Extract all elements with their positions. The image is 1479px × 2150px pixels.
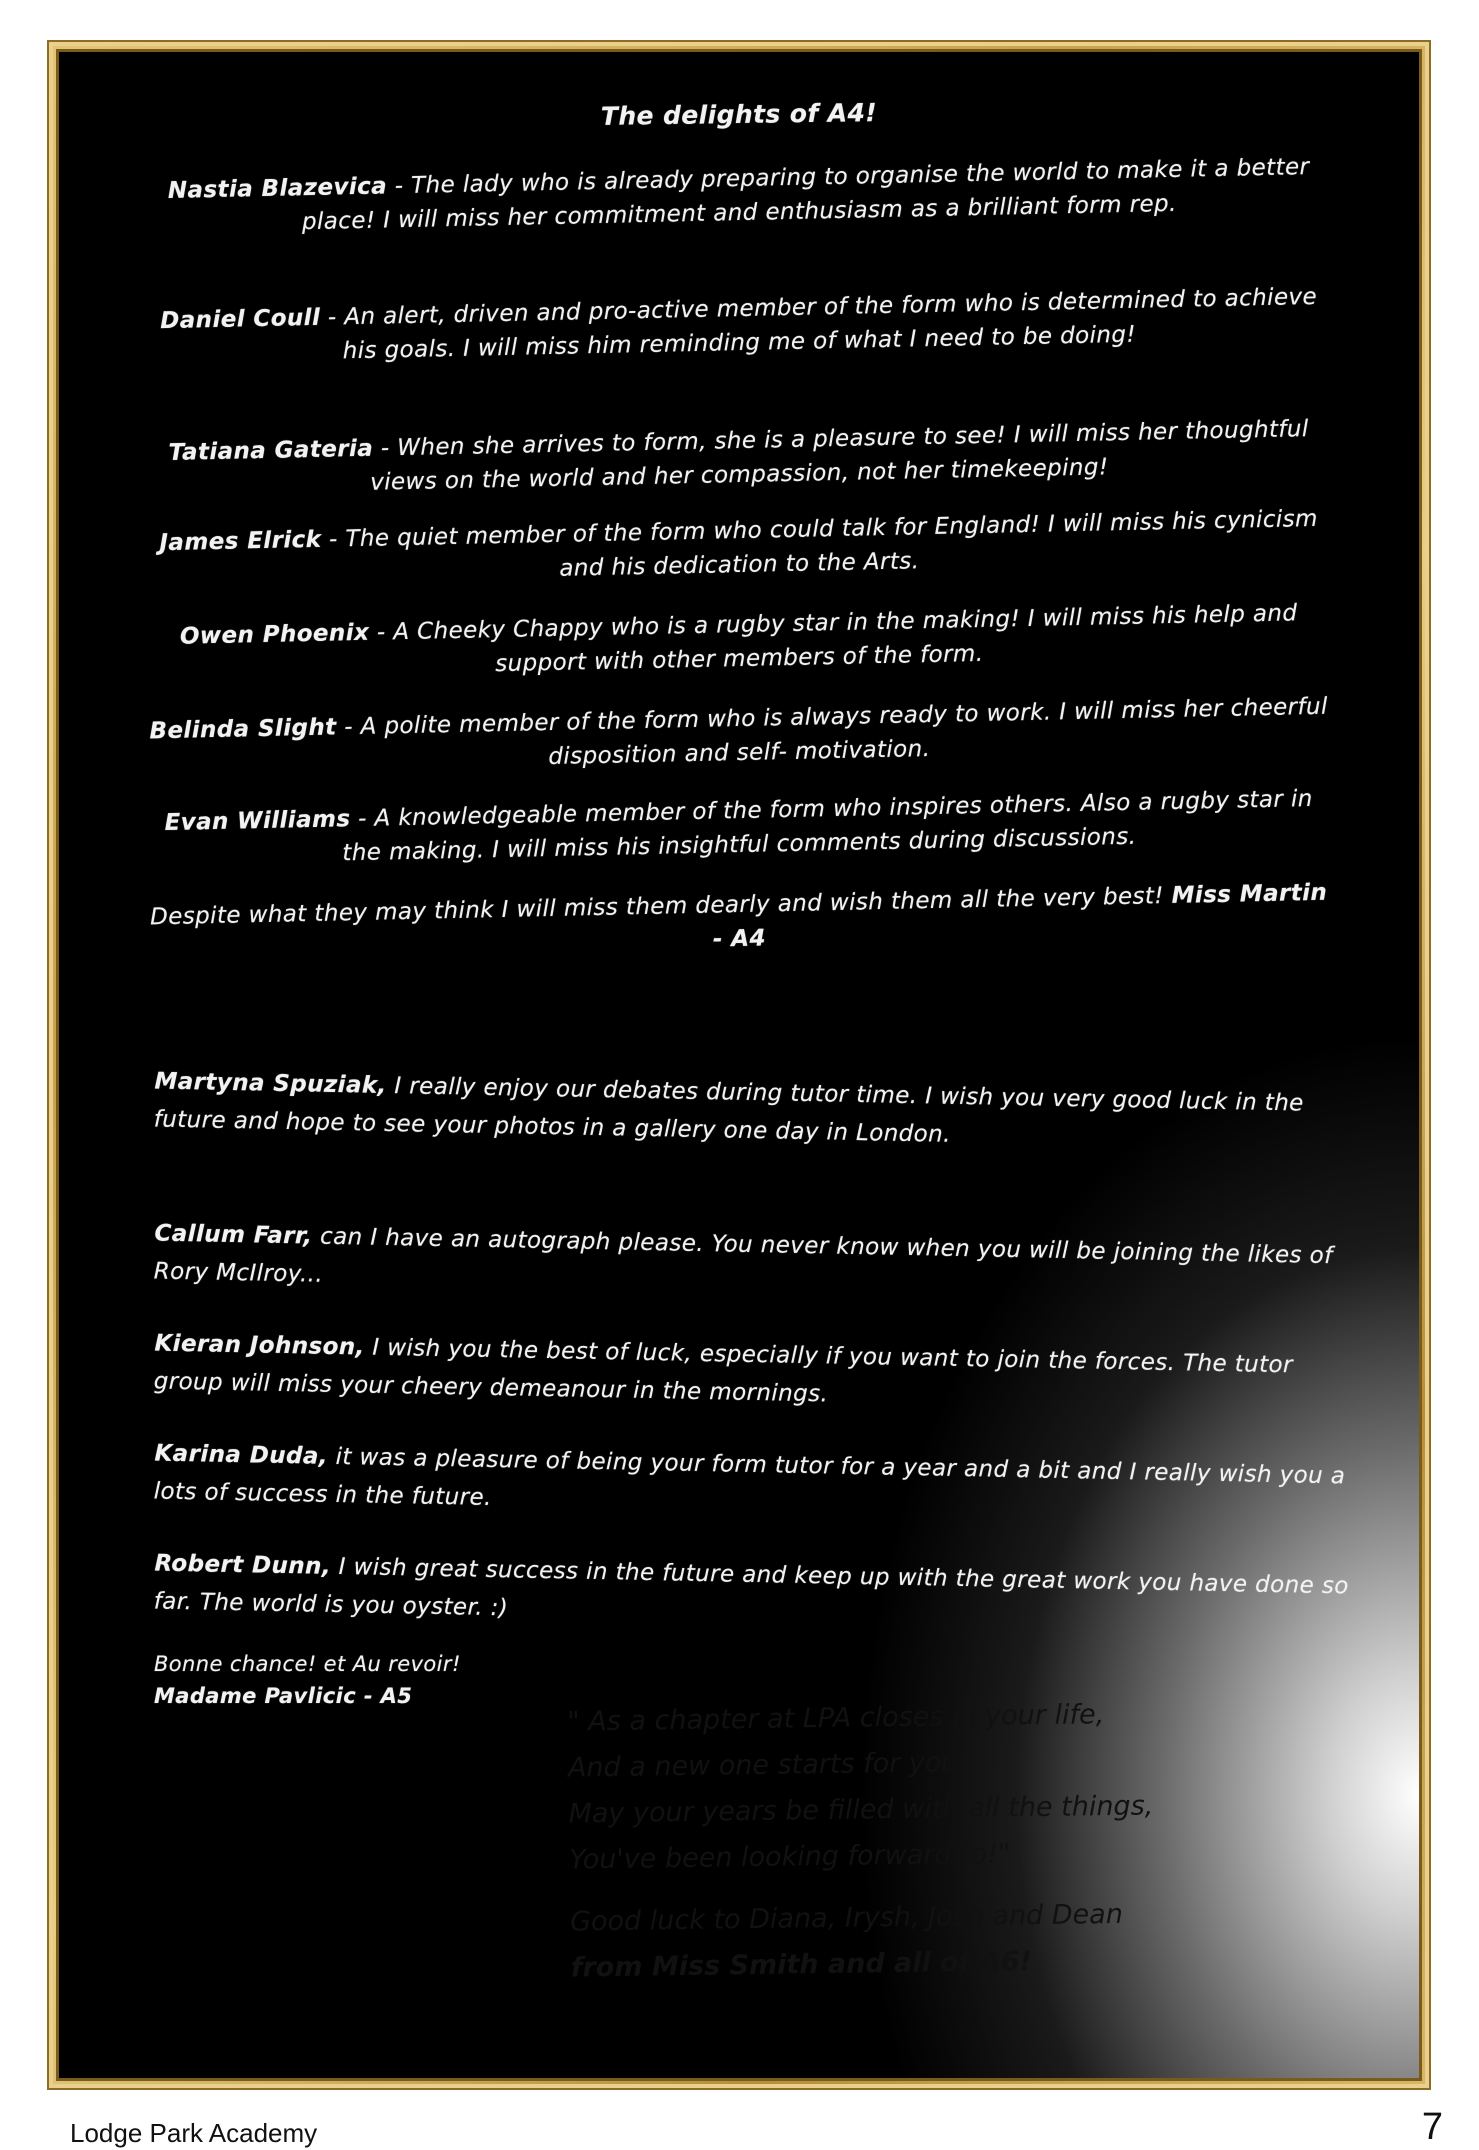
entry-text: I wish you the best of luck, especially if you want to join the forces. The tutor group will miss your cheery demeanour in the mornings. [153,1334,1294,1408]
entry-text: - An alert, driven and pro-active member of the form who is determined to achieve his goals. I will miss him reminding me of what I need to be doing! [319,283,1318,365]
a4-closing [148,876,1329,969]
student-name: Kieran Johnson, [154,1330,365,1361]
entry-text: I wish great success in the future and keep up with the great work you have done so far. The world is you oyster. :) [153,1553,1349,1622]
entry-text: can I have an autograph please. You never know when you will be joining the likes of Rory McIlroy... [153,1223,1333,1288]
entry-text: - A Cheeky Chappy who is a rugby star in the making! I will miss his help and support with other members of the form. [368,600,1298,678]
student-name: Belinda Slight [149,714,337,745]
entry-text: it was a pleasure of being your form tutor for a year and a bit and I really wish you a lots of success in the future. [153,1443,1346,1511]
a4-entry [148,280,1329,373]
entry-text: - When she arrives to form, she is a pleasure to see! I will miss her thoughtful views on the world and her compassion, not her timekeeping! [369,416,1309,496]
entry-text: - A polite member of the form who is always ready to work. I will miss her cheerful disposition and self- motivation. [336,693,1329,770]
a4-entry [148,690,1329,783]
poem-line: May your years be filled with all the things, [568,1790,1154,1830]
poem-line: You've been looking forward to!" [569,1838,1011,1876]
student-name: Robert Dunn, [154,1550,332,1580]
entry-text: - A knowledgeable member of the form who inspires others. Also a rugby star in the making. I will miss his insightful comments during discussions. [342,785,1313,867]
school-name: Lodge Park Academy [70,2118,318,2148]
chalkboard [56,49,1422,2081]
closing-text: Despite what they may think I will miss them dearly and wish them all the very best! [149,883,1165,931]
student-name: James Elrick [159,526,322,557]
teacher-signoff: Madame Pavlicic - A5 [154,1684,413,1708]
entry-text: I really enjoy our debates during tutor time. I wish you very good luck in the future and hope to see your photos in a gallery one day in London. [153,1072,1304,1148]
closing-text: Bonne chance! et Au revoir! [154,1652,461,1676]
entry-text: - The lady who is already preparing to organise the world to make it a better place! I will miss her commitment and enthusiasm as a brilliant form rep. [301,154,1310,236]
page-title: The delights of A4! [600,98,878,131]
a5-entry [153,1544,1354,1643]
a4-entry [148,502,1329,595]
student-name: Tatiana Gateria [168,435,374,466]
poem-line: And a new one starts for you, [567,1747,968,1784]
a4-entry [148,782,1329,875]
page-number: 7 [1421,2106,1443,2148]
a5-entry [153,1434,1354,1533]
student-name: Karina Duda, [154,1440,329,1470]
student-name: Nastia Blazevica [167,173,388,204]
a6-poem [567,1688,1371,1991]
a4-entry [148,150,1329,243]
student-name: Daniel Coull [159,304,321,335]
student-name: Callum Farr, [154,1220,313,1250]
poem-closing: Good luck to Diana, Irysh, Josh and Dean [569,1898,1124,1938]
gold-picture-frame [47,40,1431,2090]
poem-line: " As a chapter at LPA closes in your life, [567,1699,1105,1738]
a4-entry [148,412,1329,505]
student-name: Evan Williams [164,806,351,837]
a5-entry [153,1324,1354,1423]
teacher-signoff: from Miss Smith and all of A6! [570,1946,1033,1984]
student-name: Martyna Spuziak, [154,1068,387,1099]
teacher-signoff: Miss Martin - A4 [712,879,1328,953]
a5-entry [153,1214,1354,1313]
a4-entry [148,596,1329,689]
a5-entry [153,1062,1354,1161]
student-name: Owen Phoenix [179,619,370,650]
entry-text: - The quiet member of the form who could talk for England! I will miss his cynicism and his dedication to the Arts. [321,505,1319,582]
